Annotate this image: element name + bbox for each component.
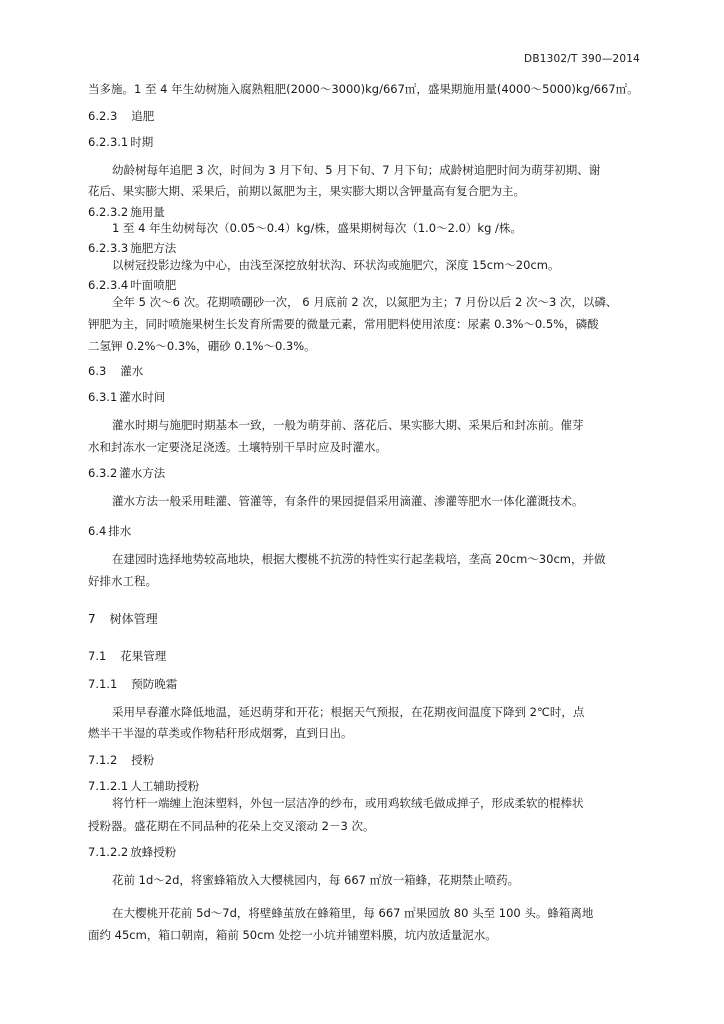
chapter-heading-7 xyxy=(88,611,158,627)
section-title: 灌水方法 xyxy=(119,466,166,480)
section-heading-6-3-1 xyxy=(88,389,165,405)
section-heading-6-2-3-1 xyxy=(88,134,153,150)
section-title: 施用量 xyxy=(130,205,165,219)
paragraph-line: 面约 45cm，箱口朝南，箱前 50cm 处挖一小坑并铺塑料膜，坑内放适量泥水。 xyxy=(88,928,497,942)
standard-number: DB1302/T 390—2014 xyxy=(524,53,640,65)
paragraph-line: 采用早春灌水降低地温，延迟萌芽和开花；根据天气预报，在花期夜间温度下降到 2℃时，点 xyxy=(112,705,585,719)
section-number: 6.2.3.1 xyxy=(88,135,129,149)
section-heading-6-2-3 xyxy=(88,108,154,124)
section-number: 6.3 xyxy=(88,364,107,378)
section-heading-6-3 xyxy=(88,363,143,379)
paragraph-line: 当多施。1 至 4 年生幼树施入腐熟粗肥(2000～3000)kg/667㎡，盛果期施用量(4000～5000)kg/667㎡。 xyxy=(88,82,639,96)
section-number: 7.1.1 xyxy=(88,677,118,691)
paragraph-line: 灌水方法一般采用畦灌、管灌等，有条件的果园提倡采用滴灌、渗灌等肥水一体化灌溉技术。 xyxy=(112,494,584,508)
paragraph-line: 钾肥为主，同时喷施果树生长发育所需要的微量元素，常用肥料使用浓度：尿素 0.3%～0.5%，磷酸 xyxy=(88,317,599,331)
section-heading-6-4 xyxy=(88,523,131,539)
paragraph-line: 全年 5 次～6 次。花期喷硼砂一次， 6 月底前 2 次，以氮肥为主；7 月份以后 2 次～3 次，以磷、 xyxy=(112,295,618,309)
section-title: 时期 xyxy=(130,135,154,149)
paragraph-line: 在大樱桃开花前 5d～7d，将壁蜂茧放在蜂箱里，每 667 ㎡果园放 80 头至 100 头。蜂箱离地 xyxy=(112,906,594,920)
section-heading-6-3-2 xyxy=(88,465,165,481)
section-title: 预防晚霜 xyxy=(131,677,178,691)
section-title: 灌水时间 xyxy=(119,390,166,404)
section-number: 6.4 xyxy=(88,524,107,538)
section-number: 7.1.2 xyxy=(88,753,118,767)
section-title: 放蜂授粉 xyxy=(130,845,177,859)
section-number: 7.1.2.2 xyxy=(88,845,129,859)
paragraph-line: 在建园时选择地势较高地块，根据大樱桃不抗涝的特性实行起垄栽培，垄高 20cm～30cm，并做 xyxy=(112,552,606,566)
section-title: 授粉 xyxy=(131,753,155,767)
section-title: 树体管理 xyxy=(109,612,158,626)
section-number: 7.1 xyxy=(88,649,107,663)
paragraph-line: 燃半干半湿的草类或作物秸秆形成烟雾，直到日出。 xyxy=(88,726,353,740)
section-number: 6.2.3.2 xyxy=(88,205,129,219)
section-title: 人工辅助授粉 xyxy=(130,779,200,793)
section-number: 7 xyxy=(88,612,96,626)
paragraph-line: 花前 1d～2d，将蜜蜂箱放入大樱桃园内，每 667 ㎡放一箱蜂，花期禁止喷药。 xyxy=(112,873,520,887)
paragraph-line: 将竹杆一端缠上泡沫塑料，外包一层洁净的纱布，或用鸡软绒毛做成掸子，形成柔软的棍棒状 xyxy=(112,796,584,810)
paragraph-line: 授粉器。盛花期在不同品种的花朵上交叉滚动 2－3 次。 xyxy=(88,819,375,833)
paragraph-line: 花后、果实膨大期、采果后，前期以氮肥为主，果实膨大期以含钾量高有复合肥为主。 xyxy=(88,184,525,198)
section-title: 叶面喷肥 xyxy=(130,278,177,292)
section-number: 6.3.1 xyxy=(88,390,118,404)
section-title: 施肥方法 xyxy=(130,241,177,255)
paragraph-line: 以树冠投影边缘为中心，由浅至深挖放射状沟、环状沟或施肥穴，深度 15cm～20cm。 xyxy=(112,258,560,272)
paragraph-line: 好排水工程。 xyxy=(88,574,157,588)
paragraph-line: 幼龄树每年追肥 3 次，时间为 3 月下旬、5 月下旬、7 月下旬；成龄树追肥时间为萌芽初期、谢 xyxy=(112,163,601,177)
section-number: 6.2.3 xyxy=(88,109,118,123)
section-title: 排水 xyxy=(108,524,132,538)
section-number: 6.2.3.3 xyxy=(88,241,129,255)
section-heading-7-1-1 xyxy=(88,676,177,692)
section-heading-7-1 xyxy=(88,648,166,664)
section-number: 6.3.2 xyxy=(88,466,118,480)
paragraph-line: 二氢钾 0.2%～0.3%，硼砂 0.1%～0.3%。 xyxy=(88,339,316,353)
section-heading-7-1-2-2 xyxy=(88,844,176,860)
section-title: 追肥 xyxy=(131,109,155,123)
section-title: 花果管理 xyxy=(120,649,167,663)
section-number: 6.2.3.4 xyxy=(88,278,129,292)
section-heading-7-1-2 xyxy=(88,752,154,768)
section-title: 灌水 xyxy=(120,364,144,378)
paragraph-line: 水和封冻水一定要浇足浇透。土壤特别干旱时应及时灌水。 xyxy=(88,440,387,454)
paragraph-line: 1 至 4 年生幼树每次（0.05～0.4）kg/株，盛果期树每次（1.0～2.0）kg /株。 xyxy=(112,221,522,235)
paragraph-line: 灌水时期与施肥时期基本一致，一般为萌芽前、落花后、果实膨大期、采果后和封冻前。催芽 xyxy=(112,418,584,432)
section-number: 7.1.2.1 xyxy=(88,779,129,793)
